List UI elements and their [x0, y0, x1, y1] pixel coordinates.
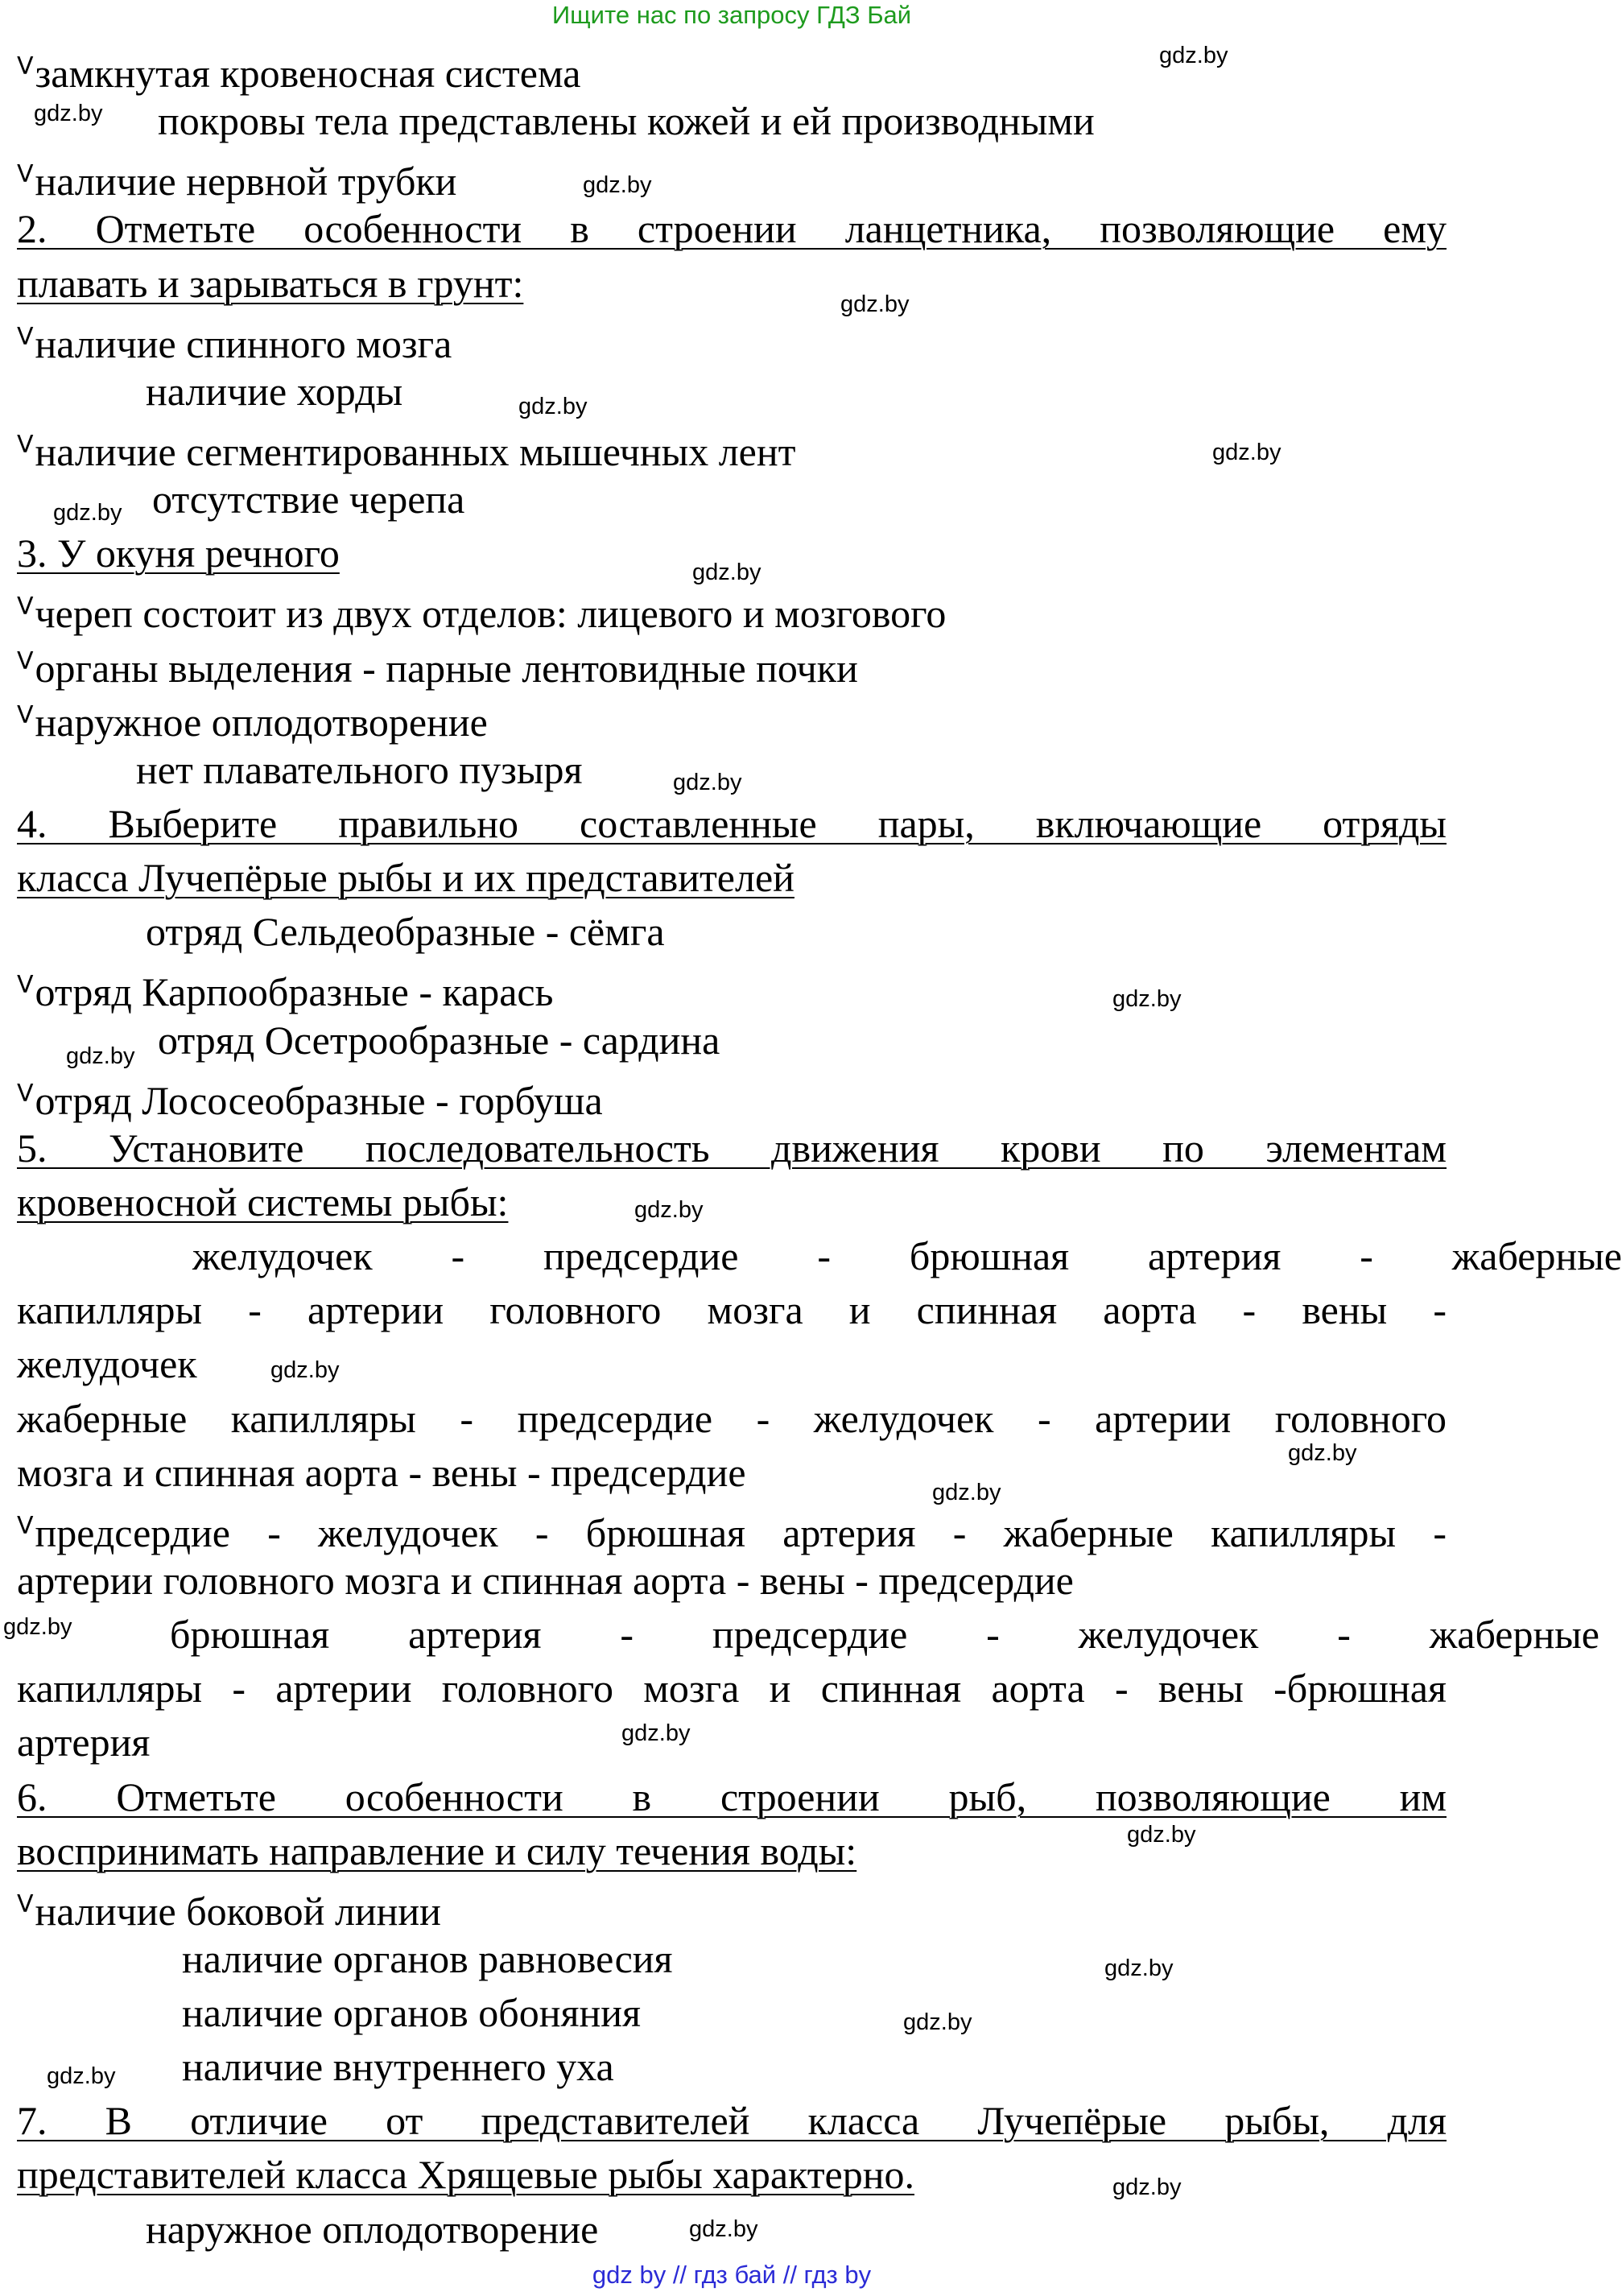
line-text: 5. Установите последовательность движения крови по элементам: [17, 1125, 1447, 1171]
line-text: капилляры - артерии головного мозга и спинная аорта - вены -: [17, 1287, 1447, 1332]
text-line: [17, 1824, 1447, 1877]
watermark-label: gdz.by: [1104, 1955, 1174, 1981]
watermark-label: gdz.by: [673, 770, 742, 795]
line-text: капилляры - артерии головного мозга и спинная аорта - вены -брюшная: [17, 1666, 1447, 1711]
watermark-label: gdz.by: [53, 500, 122, 526]
check-mark-icon: ᐯ: [17, 1890, 34, 1918]
watermark-label: gdz.by: [583, 172, 652, 198]
check-mark-icon: ᐯ: [17, 1080, 34, 1108]
watermark-label: gdz.by: [1159, 43, 1228, 68]
watermark-label: gdz.by: [692, 560, 761, 585]
line-text: наличие органов равновесия: [182, 1936, 673, 1981]
watermark-label: gdz.by: [518, 394, 588, 419]
checked-option-line: [17, 311, 1447, 364]
text-line: [17, 1662, 1447, 1715]
text-line: [17, 2094, 1447, 2147]
watermark-label: gdz.by: [1112, 986, 1182, 1012]
checked-option-line: [17, 635, 1447, 691]
check-mark-icon: ᐯ: [17, 431, 34, 459]
line-text: органы выделения - парные лентовидные почки: [35, 646, 858, 691]
line-text: мозга и спинная аорта - вены - предсердие: [17, 1450, 746, 1495]
line-text: желудочек: [17, 1341, 197, 1386]
watermark-label: gdz.by: [1288, 1440, 1357, 1466]
top-banner[interactable]: Ищите нас по запросу ГДЗ Бай: [551, 1, 912, 29]
footer-links[interactable]: gdz by // гдз бай // гдз by: [592, 2261, 872, 2289]
line-text: замкнутая кровеносная система: [35, 51, 581, 96]
checked-option-line: [17, 148, 1447, 204]
text-line: [17, 1554, 1447, 1607]
line-text: наличие органов обоняния: [182, 1990, 641, 2035]
line-text: нет плавательного пузыря: [136, 747, 583, 792]
checked-option-line: [17, 1067, 1447, 1121]
checked-option-line: [17, 1878, 1447, 1934]
text-line: [17, 1716, 1447, 1769]
line-text: отряд Карпообразные - карась: [35, 969, 554, 1014]
line-text: череп состоит из двух отделов: лицевого и мозгового: [35, 591, 947, 636]
line-text: артерии головного мозга и спинная аорта - вены - предсердие: [17, 1558, 1074, 1603]
line-text: отряд Лососеобразные - горбуша: [35, 1078, 603, 1123]
line-text: жаберные капилляры - предсердие - желудочек - артерии головного: [17, 1396, 1447, 1441]
text-line: [17, 1446, 1447, 1499]
line-text: отряд Осетрообразные - сардина: [158, 1018, 720, 1063]
check-mark-icon: ᐯ: [17, 647, 34, 675]
text-line: [17, 1932, 1612, 1985]
checked-option-line: [17, 40, 1447, 96]
line-text: наличие хорды: [146, 369, 403, 414]
text-line: [17, 1014, 1587, 1067]
watermark-label: gdz.by: [66, 1043, 135, 1069]
line-text: 3. У окуня речного: [17, 531, 340, 576]
line-text: кровеносной системы рыбы:: [17, 1179, 509, 1224]
line-text: наличие спинного мозга: [35, 321, 452, 366]
line-text: воспринимать направление и силу течения воды:: [17, 1828, 857, 1873]
text-line: [17, 1283, 1447, 1336]
watermark-label: gdz.by: [634, 1197, 704, 1223]
line-text: покровы тела представлены кожей и ей производными: [158, 98, 1095, 143]
watermark-label: gdz.by: [621, 1720, 691, 1746]
watermark-label: gdz.by: [1212, 440, 1282, 465]
line-text: класса Лучепёрые рыбы и их представителей: [17, 855, 794, 900]
text-line: [17, 365, 1575, 418]
check-mark-icon: ᐯ: [17, 593, 34, 621]
check-mark-icon: ᐯ: [17, 52, 34, 81]
checked-option-line: [17, 689, 1447, 745]
text-line: [17, 2148, 1447, 2201]
line-text: 2. Отметьте особенности в строении ланцетника, позволяющие ему: [17, 206, 1447, 251]
watermark-label: gdz.by: [47, 2063, 116, 2089]
line-text: плавать и зарываться в грунт:: [17, 261, 524, 306]
line-text: желудочек - предсердие - брюшная артерия - жаберные: [192, 1233, 1622, 1278]
text-line: [17, 202, 1447, 255]
check-mark-icon: ᐯ: [17, 323, 34, 351]
check-mark-icon: ᐯ: [17, 160, 34, 188]
line-text: наружное оплодотворение: [146, 2207, 599, 2252]
line-text: 6. Отметьте особенности в строении рыб, позволяющие им: [17, 1774, 1447, 1819]
line-text: наличие сегментированных мышечных лент: [35, 429, 796, 474]
line-text: отсутствие черепа: [152, 477, 465, 522]
text-line: [17, 94, 1587, 147]
line-text: артерия: [17, 1720, 151, 1765]
checked-option-line: [17, 580, 1447, 634]
watermark-label: gdz.by: [1127, 1822, 1196, 1848]
check-mark-icon: ᐯ: [17, 1512, 34, 1540]
watermark-label: gdz.by: [3, 1614, 72, 1640]
text-line: [17, 1121, 1447, 1175]
watermark-label: gdz.by: [34, 101, 103, 126]
text-line: [17, 2040, 1612, 2093]
check-mark-icon: ᐯ: [17, 971, 34, 999]
text-line: [17, 1337, 1447, 1390]
line-text: 4. Выберите правильно составленные пары, включающие отряды: [17, 801, 1447, 846]
watermark-label: gdz.by: [1112, 2174, 1182, 2200]
text-line: [17, 1608, 1599, 1661]
line-text: 7. В отличие от представителей класса Лучепёрые рыбы, для: [17, 2098, 1447, 2143]
text-line: [17, 257, 1447, 310]
line-text: брюшная артерия - предсердие - желудочек - жаберные: [170, 1612, 1599, 1657]
checked-option-line: [17, 1500, 1447, 1553]
line-text: наличие внутреннего уха: [182, 2044, 614, 2089]
watermark-label: gdz.by: [689, 2216, 758, 2242]
watermark-label: gdz.by: [903, 2009, 972, 2035]
line-text: предсердие - желудочек - брюшная артерия - жаберные капилляры -: [35, 1510, 1447, 1555]
text-line: [17, 743, 1566, 796]
check-mark-icon: ᐯ: [17, 701, 34, 729]
line-text: наличие боковой линии: [35, 1889, 441, 1934]
text-line: [17, 1986, 1612, 2039]
text-line: [17, 1770, 1447, 1823]
text-line: [17, 905, 1575, 958]
line-text: представителей класса Хрящевые рыбы характерно.: [17, 2152, 914, 2197]
line-text: отряд Сельдеобразные - сёмга: [146, 909, 665, 954]
watermark-label: gdz.by: [932, 1480, 1001, 1505]
text-line: [17, 2203, 1575, 2256]
text-line: [17, 1175, 1447, 1229]
text-line: [17, 851, 1447, 904]
watermark-label: gdz.by: [270, 1357, 340, 1383]
line-text: наружное оплодотворение: [35, 700, 488, 745]
text-line: [17, 1229, 1622, 1282]
text-line: [17, 1392, 1447, 1445]
watermark-label: gdz.by: [840, 291, 910, 317]
line-text: наличие нервной трубки: [35, 159, 457, 204]
text-line: [17, 473, 1582, 526]
checked-option-line: [17, 959, 1447, 1012]
text-line: [17, 797, 1447, 850]
